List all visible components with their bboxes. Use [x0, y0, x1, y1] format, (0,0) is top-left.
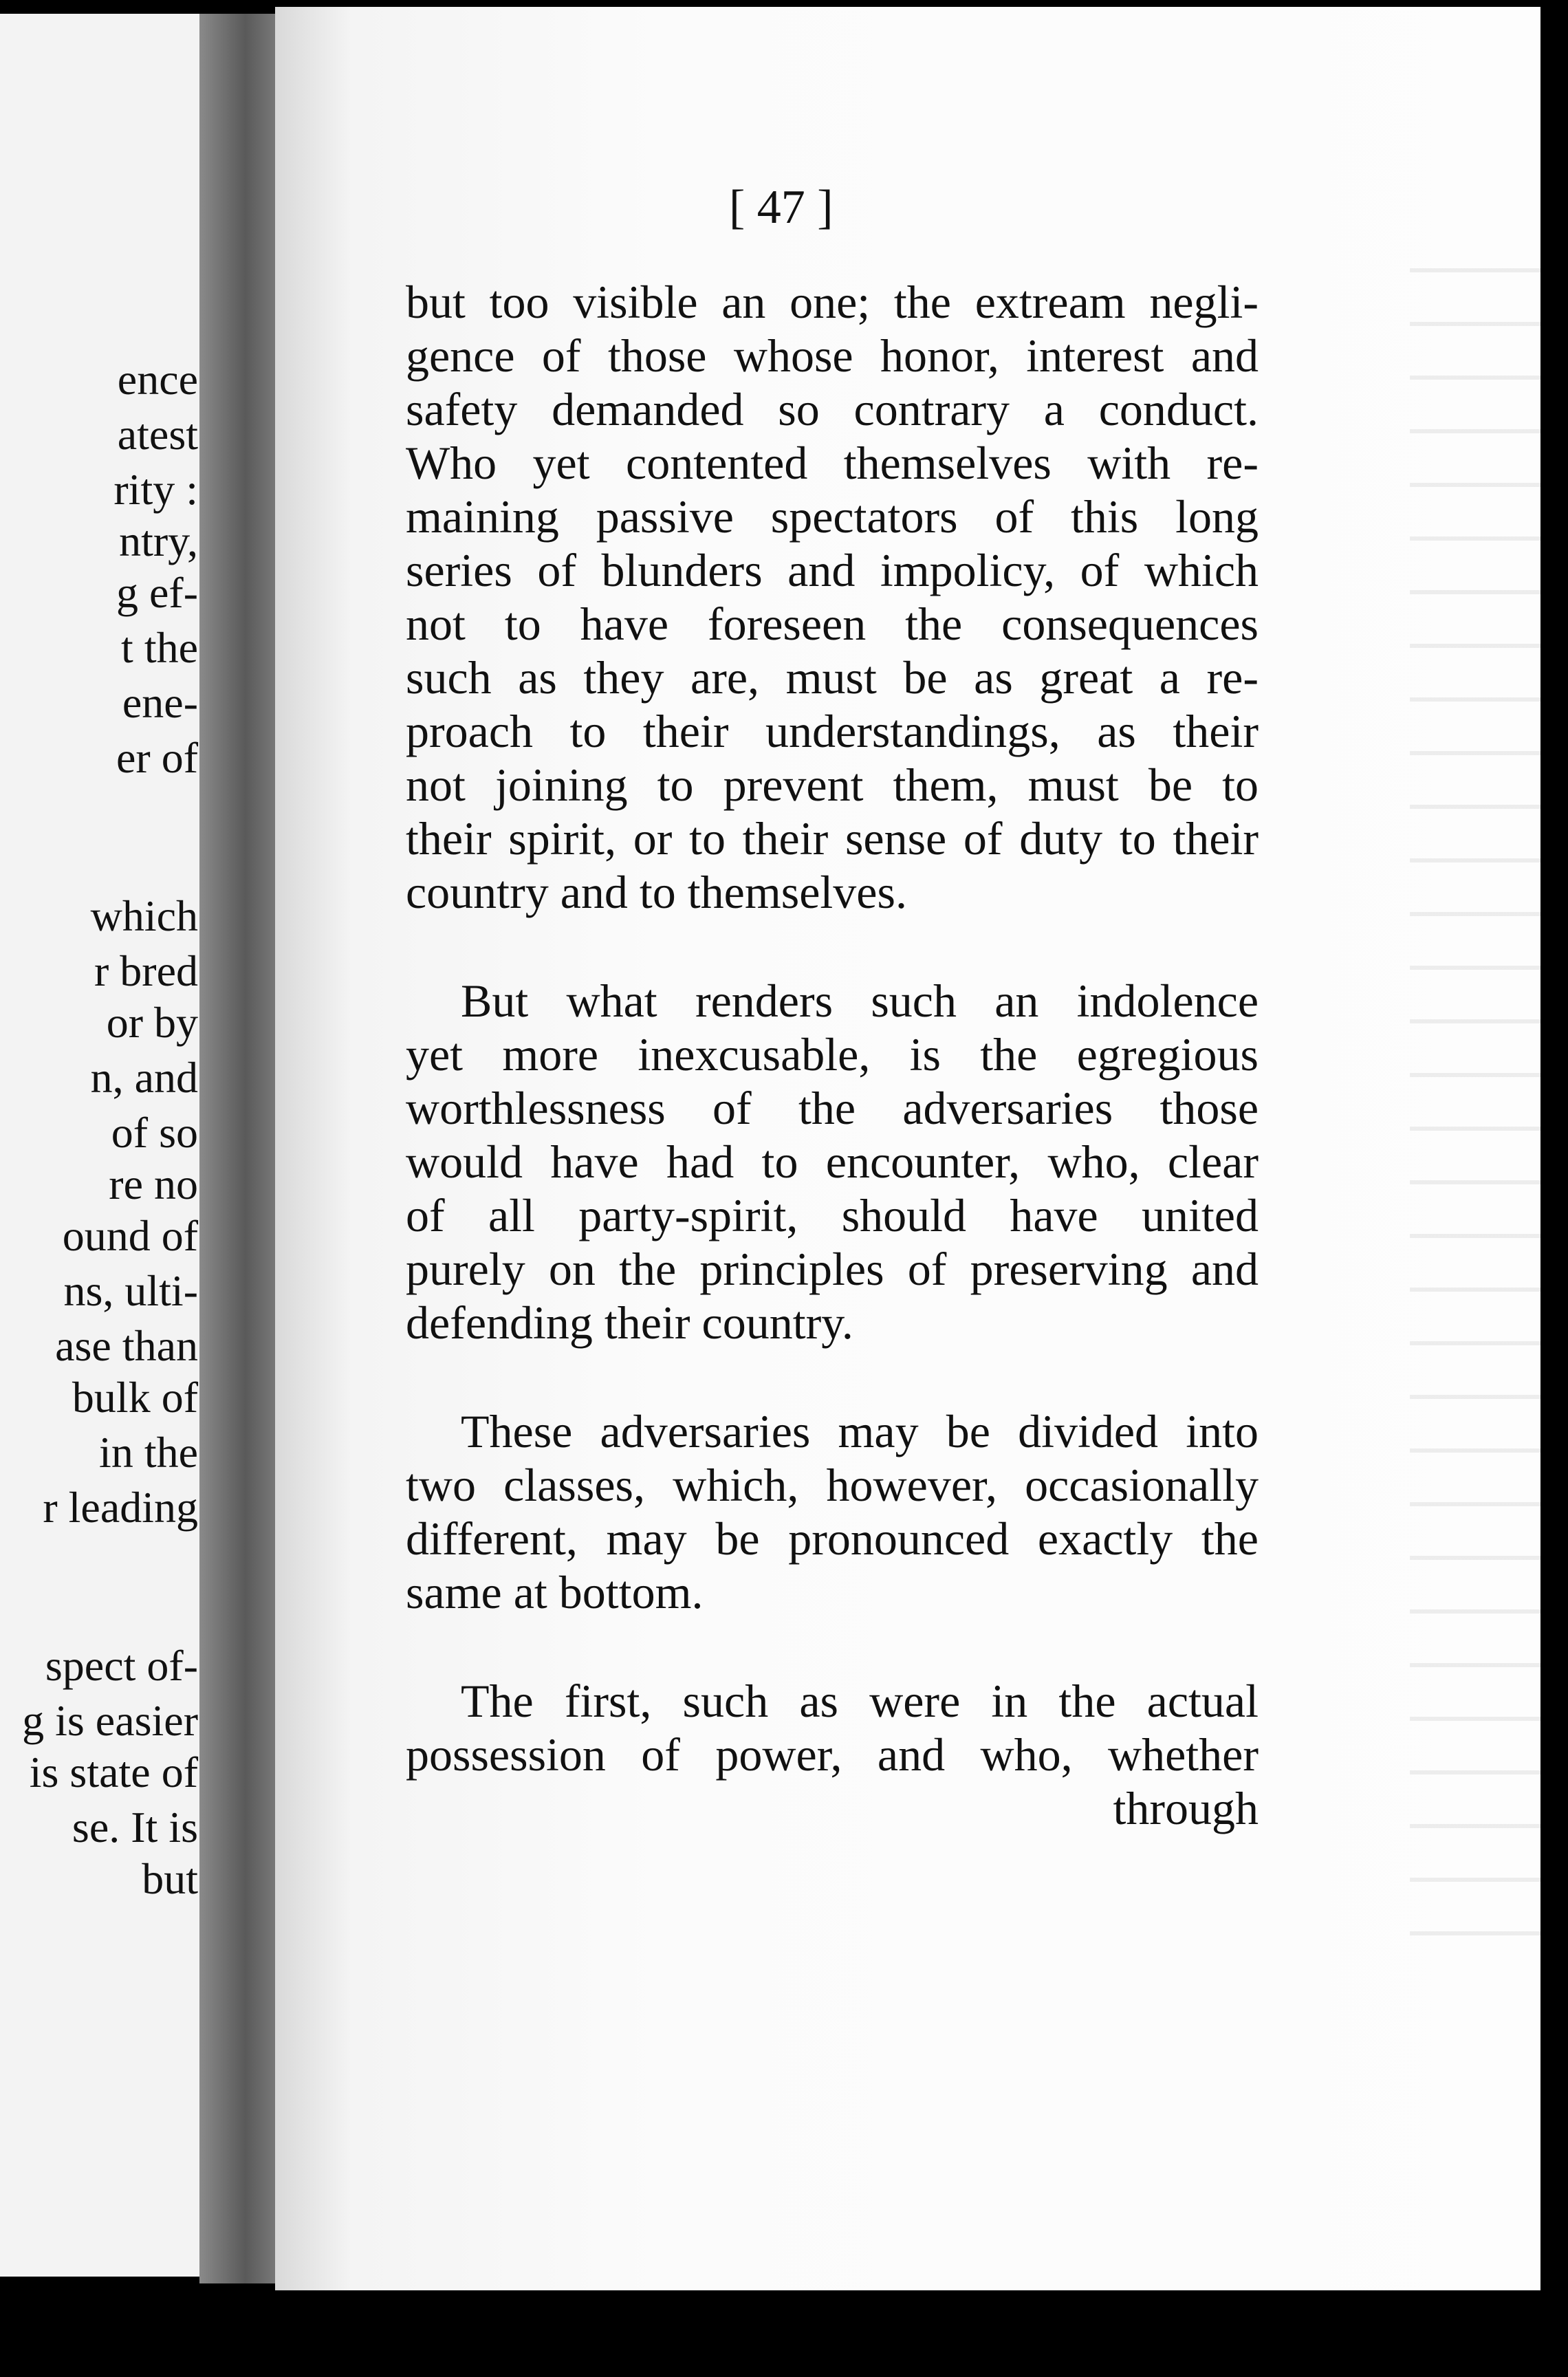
text-line: would have had to encounter, who, clear: [406, 1136, 1259, 1188]
text-line: purely on the principles of preserving and: [406, 1243, 1259, 1295]
previous-page-line: t the: [121, 623, 198, 672]
previous-page-line: bulk of: [72, 1373, 198, 1422]
text-line: not to have foreseen the consequences: [406, 598, 1259, 650]
text-line: Who yet contented themselves with re-: [406, 437, 1259, 489]
paragraph-2: [406, 974, 1259, 1349]
text-line: gence of those whose honor, interest and: [406, 329, 1259, 382]
previous-page-line: ene-: [122, 678, 198, 727]
text-line: but too visible an one; the extream negli-: [406, 276, 1259, 328]
text-line: of all party-spirit, should have united: [406, 1189, 1259, 1241]
scan-edge-right: [1540, 0, 1568, 2377]
previous-page-line: ns, ulti-: [63, 1266, 198, 1315]
paragraph-4: [406, 1674, 1259, 1781]
text-line: But what renders such an indolence: [461, 975, 1259, 1027]
text-line: series of blunders and impolicy, of which: [406, 544, 1259, 596]
previous-page-line: ence: [117, 355, 198, 404]
previous-page-line: g is easier: [22, 1696, 198, 1745]
previous-page-line: or by: [106, 998, 198, 1047]
text-line: worthlessness of the adversaries those: [406, 1082, 1259, 1134]
text-line: country and to themselves.: [406, 866, 907, 918]
scan-edge-bottom: [0, 2290, 1568, 2377]
page-number: [ 47 ]: [729, 181, 834, 234]
text-line: such as they are, must be as great a re-: [406, 651, 1259, 704]
previous-page-line: but: [142, 1854, 198, 1903]
previous-page-line: re no: [109, 1160, 198, 1208]
catchword: through: [1113, 1782, 1259, 1834]
previous-page-line: n, and: [90, 1053, 198, 1102]
text-line: proach to their understandings, as their: [406, 705, 1259, 757]
text-line: not joining to prevent them, must be to: [406, 759, 1259, 811]
previous-page-line: rity :: [113, 465, 198, 514]
previous-page-line: atest: [117, 410, 198, 459]
previous-page-line: in the: [99, 1428, 198, 1477]
text-line: These adversaries may be divided into: [461, 1405, 1259, 1457]
text-line: yet more inexcusable, is the egregious: [406, 1028, 1259, 1081]
previous-page-line: ntry,: [119, 517, 198, 565]
paragraph-3: [406, 1404, 1259, 1619]
previous-page-line: is state of: [29, 1748, 198, 1797]
previous-page-line: r bred: [94, 946, 198, 995]
text-line: defending their country.: [406, 1296, 853, 1349]
previous-page-line: er of: [116, 733, 198, 782]
paragraph-1: [406, 275, 1259, 919]
text-line: possession of power, and who, whether: [406, 1728, 1259, 1781]
previous-page-line: of so: [111, 1108, 198, 1157]
previous-page-line: se. It is: [72, 1803, 198, 1852]
previous-page-line: r leading: [43, 1483, 198, 1532]
text-line: their spirit, or to their sense of duty to their: [406, 812, 1259, 865]
catchword-line: [406, 1781, 1259, 1835]
previous-page-line: ase than: [55, 1321, 198, 1370]
previous-page-line: ound of: [62, 1211, 198, 1260]
previous-page-line: which: [90, 891, 198, 940]
text-line: different, may be pronounced exactly the: [406, 1512, 1259, 1565]
page-body: [406, 275, 1259, 1835]
text-line: two classes, which, however, occasionally: [406, 1459, 1259, 1511]
text-line: safety demanded so contrary a conduct.: [406, 383, 1259, 435]
text-line: maining passive spectators of this long: [406, 490, 1259, 543]
text-line: The first, such as were in the actual: [461, 1675, 1259, 1727]
previous-page-line: g ef-: [116, 568, 198, 617]
text-line: same at bottom.: [406, 1566, 704, 1618]
previous-page-line: spect of-: [45, 1641, 198, 1690]
